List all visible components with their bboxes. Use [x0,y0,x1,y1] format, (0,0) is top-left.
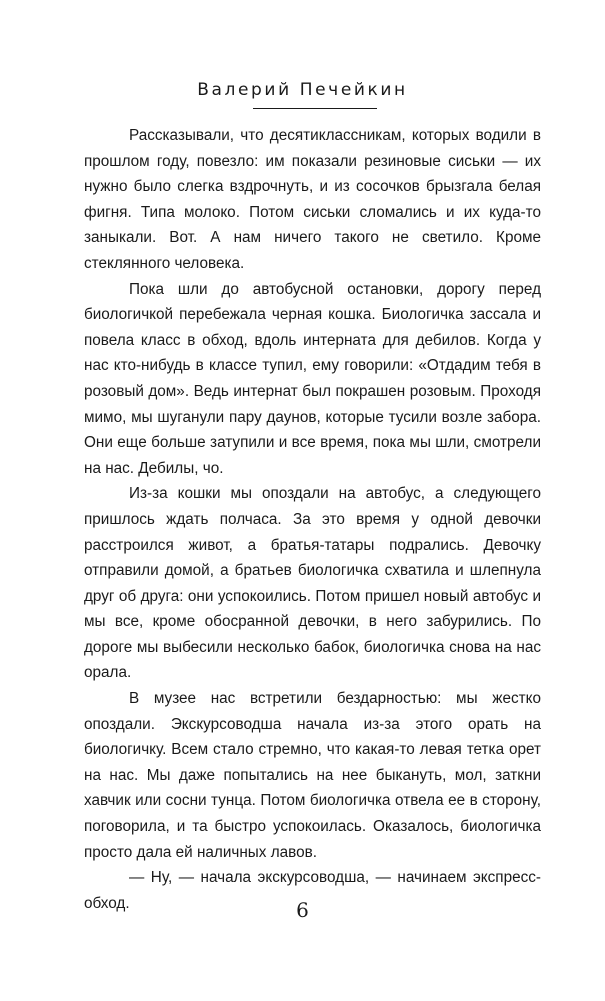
header-rule [253,108,377,109]
paragraph: Из-за кошки мы опоздали на автобус, а следующего пришлось ждать полчаса. За это время у одной девочки расстроился живот, а братья-татары подрались. Девочку отправили домой, а братьев биологичка схватила и шлепнула друг об друга: они успокоились. Потом пришел новый автобус и мы все, кроме обосранной девочки, в него забурились. По дороге мы выбесили несколько бабок, биологичка снова на нас орала. [84,485,541,682]
running-head-author: Валерий Печейкин [197,80,408,100]
page-number: 6 [296,898,309,922]
paragraph: Пока шли до автобусной остановки, дорогу перед биологичкой перебежала черная кошка. Биологичка зассала и повела класс в обход, вдоль интерната для дебилов. Когда у нас кто-нибудь в классе тупил, ему говорили: «Отдадим тебя в розовый дом». Ведь интернат был покрашен розовым. Проходя мимо, мы шуганули пару даунов, которые тусили возле забора. Они еще больше затупили и все время, пока мы шли, смотрели на нас. Дебилы, чо. [84,280,541,477]
body-text [84,123,541,916]
paragraph: В музее нас встретили бездарностью: мы жестко опоздали. Экскурсоводша начала из-за этого орать на биологичку. Всем стало стремно, что какая-то левая тетка орет на нас. Мы даже попытались на нее быкануть, мол, заткни хавчик или сосни тунца. Потом биологичка отвела ее в сторону, поговорила, и та быстро успокоилась. Оказалось, биологичка просто дала ей наличных лавов. [84,690,541,861]
paragraph: — Ну, — начала экскурсоводша, — начинаем экспресс-обход. [84,869,541,912]
paragraph: Рассказывали, что десятиклассникам, которых водили в прошлом году, повезло: им показали резиновые сиськи — их нужно было слегка вздрочнуть, и из сосочков брызгала белая фигня. Типа молоко. Потом сиськи сломались и их куда-то заныкали. Вот. А нам ничего такого не светило. Кроме стеклянного человека. [84,127,541,272]
